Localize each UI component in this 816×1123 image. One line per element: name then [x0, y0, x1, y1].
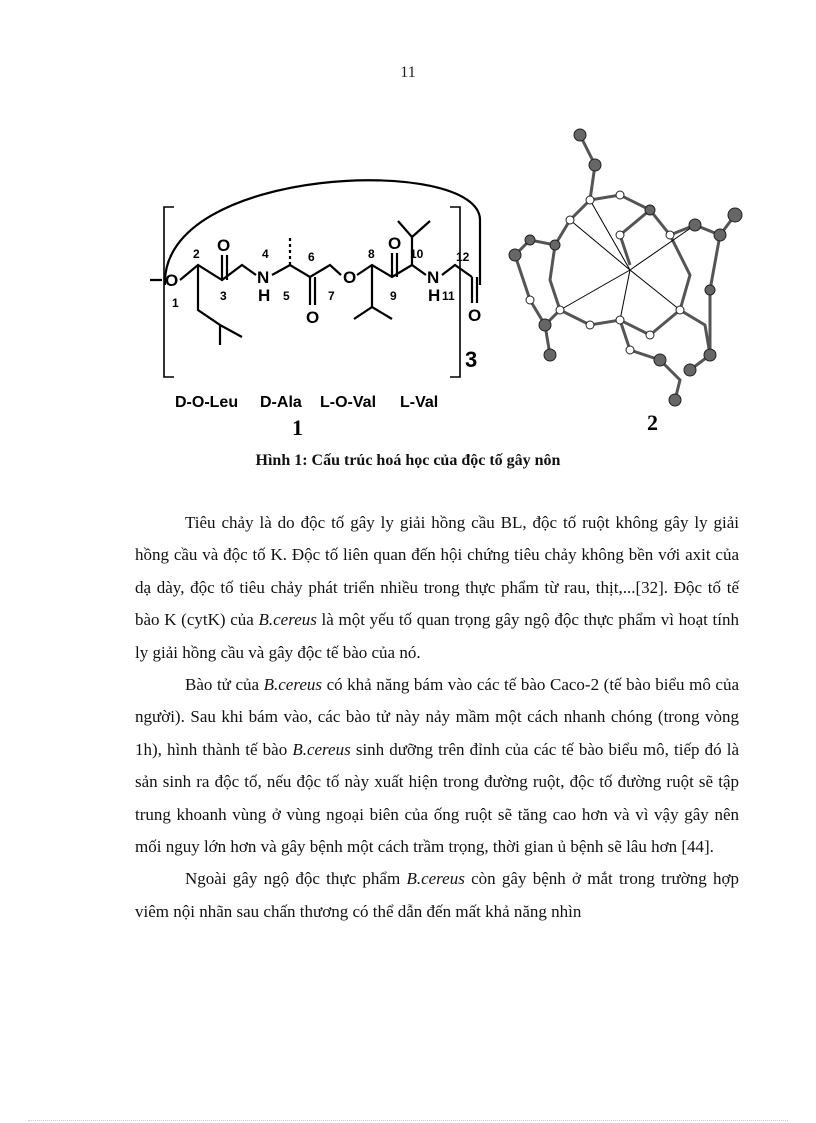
chemical-structure-figure	[150, 125, 750, 445]
text-run: sinh dưỡng trên đỉnh của các tế bào biểu mô, tiếp đó là sản sinh ra độc tố, nếu độc tố này xuất hiện trong đường ruột, độc tố đường ruột sẽ tập trung khoanh vùng ở vùng ngoại biên của ống ruột sẽ tăng cao hơn và vì vậy gây nên mối nguy lớn hơn và gây bệnh một cách trầm trọng, thời gian ủ bệnh sẽ lâu hơn [44].	[135, 739, 739, 857]
paragraph	[135, 863, 739, 928]
position-10: 10	[410, 247, 424, 261]
atom-h-10: H	[428, 286, 441, 305]
carbonyl-12	[472, 277, 477, 303]
text-run: có khả năng bám vào các tế bào Caco-2 (tế bào biểu mô của người). Sau khi bám vào, các bào tử này nảy mầm một cách nhanh chóng (trong vòng 1h), hình thành tế bào	[135, 675, 739, 759]
position-1: 1	[172, 296, 179, 310]
atom-n-4: N	[257, 268, 270, 287]
position-9: 9	[390, 289, 397, 303]
left-bracket	[164, 207, 174, 377]
atom-o-1: O	[165, 271, 179, 290]
footer-rule	[28, 1120, 788, 1121]
atom-o-9: O	[388, 234, 402, 253]
figure-caption: Hình 1: Cấu trúc hoá học của độc tố gây nôn	[255, 452, 561, 469]
residue-d-ala: D-Ala	[260, 394, 302, 411]
atom-n-10: N	[427, 268, 440, 287]
position-4: 4	[262, 247, 269, 261]
ball-and-stick-model	[509, 129, 742, 406]
carbonyl-3	[222, 255, 227, 280]
carbonyl-6	[310, 277, 315, 305]
atom-o-7: O	[343, 268, 357, 287]
text-run: Ngoài gây ngộ độc thực phẩm	[185, 869, 407, 889]
residue-l-o-val: L-O-Val	[320, 394, 377, 411]
atom-o-12: O	[468, 306, 482, 325]
position-2: 2	[193, 247, 200, 261]
text-run: là một yếu tố quan trọng gây ngộ độc thực phẩm vì hoạt tính ly giải hồng cầu và gây độc tế bào của nó.	[135, 610, 739, 662]
page-number: 11	[400, 64, 416, 81]
atom-h-4: H	[258, 286, 271, 305]
species-name: B.cereus	[258, 610, 317, 630]
structure-atom-labels	[165, 234, 481, 372]
text-run: còn gây bệnh ở mắt trong trường hợp viêm nội nhãn sau chấn thương có thể dẫn đến mất khả năng nhìn	[135, 869, 739, 921]
residue-labels	[175, 394, 438, 411]
position-6: 6	[308, 250, 315, 264]
body-text	[135, 507, 739, 928]
species-name: B.cereus	[263, 675, 322, 695]
species-name: B.cereus	[292, 739, 351, 759]
paragraph	[135, 507, 739, 669]
repeat-subscript: 3	[465, 347, 478, 372]
residue-d-o-leu: D-O-Leu	[175, 394, 239, 411]
paragraph	[135, 669, 739, 863]
panel-1-label: 1	[292, 415, 303, 440]
position-12: 12	[456, 250, 470, 264]
residue-l-val: L-Val	[400, 394, 439, 411]
atom-o-6: O	[306, 308, 320, 327]
text-run: Tiêu chảy là do độc tố gây ly giải hồng cầu BL, độc tố ruột không gây ly giải hồng cầu và độc tố K. Độc tố liên quan đến hội chứng tiêu chảy không bền với axit của dạ dày, độc tố tiêu chảy phát triển nhiều trong thực phẩm từ rau, thịt,...[32]. Độc tố tế bào K (cytK) của	[135, 513, 739, 630]
position-7: 7	[328, 289, 335, 303]
carbonyl-9	[392, 253, 397, 277]
leu-sidechain	[198, 265, 242, 345]
structure-position-numbers	[172, 247, 470, 310]
panel-2-label: 2	[647, 410, 658, 435]
position-3: 3	[220, 289, 227, 303]
position-8: 8	[368, 247, 375, 261]
position-5: 5	[283, 289, 290, 303]
species-name: B.cereus	[406, 869, 465, 889]
position-11: 11	[442, 289, 455, 303]
text-run: Bào tử của	[185, 675, 264, 695]
atom-o-3: O	[217, 236, 231, 255]
